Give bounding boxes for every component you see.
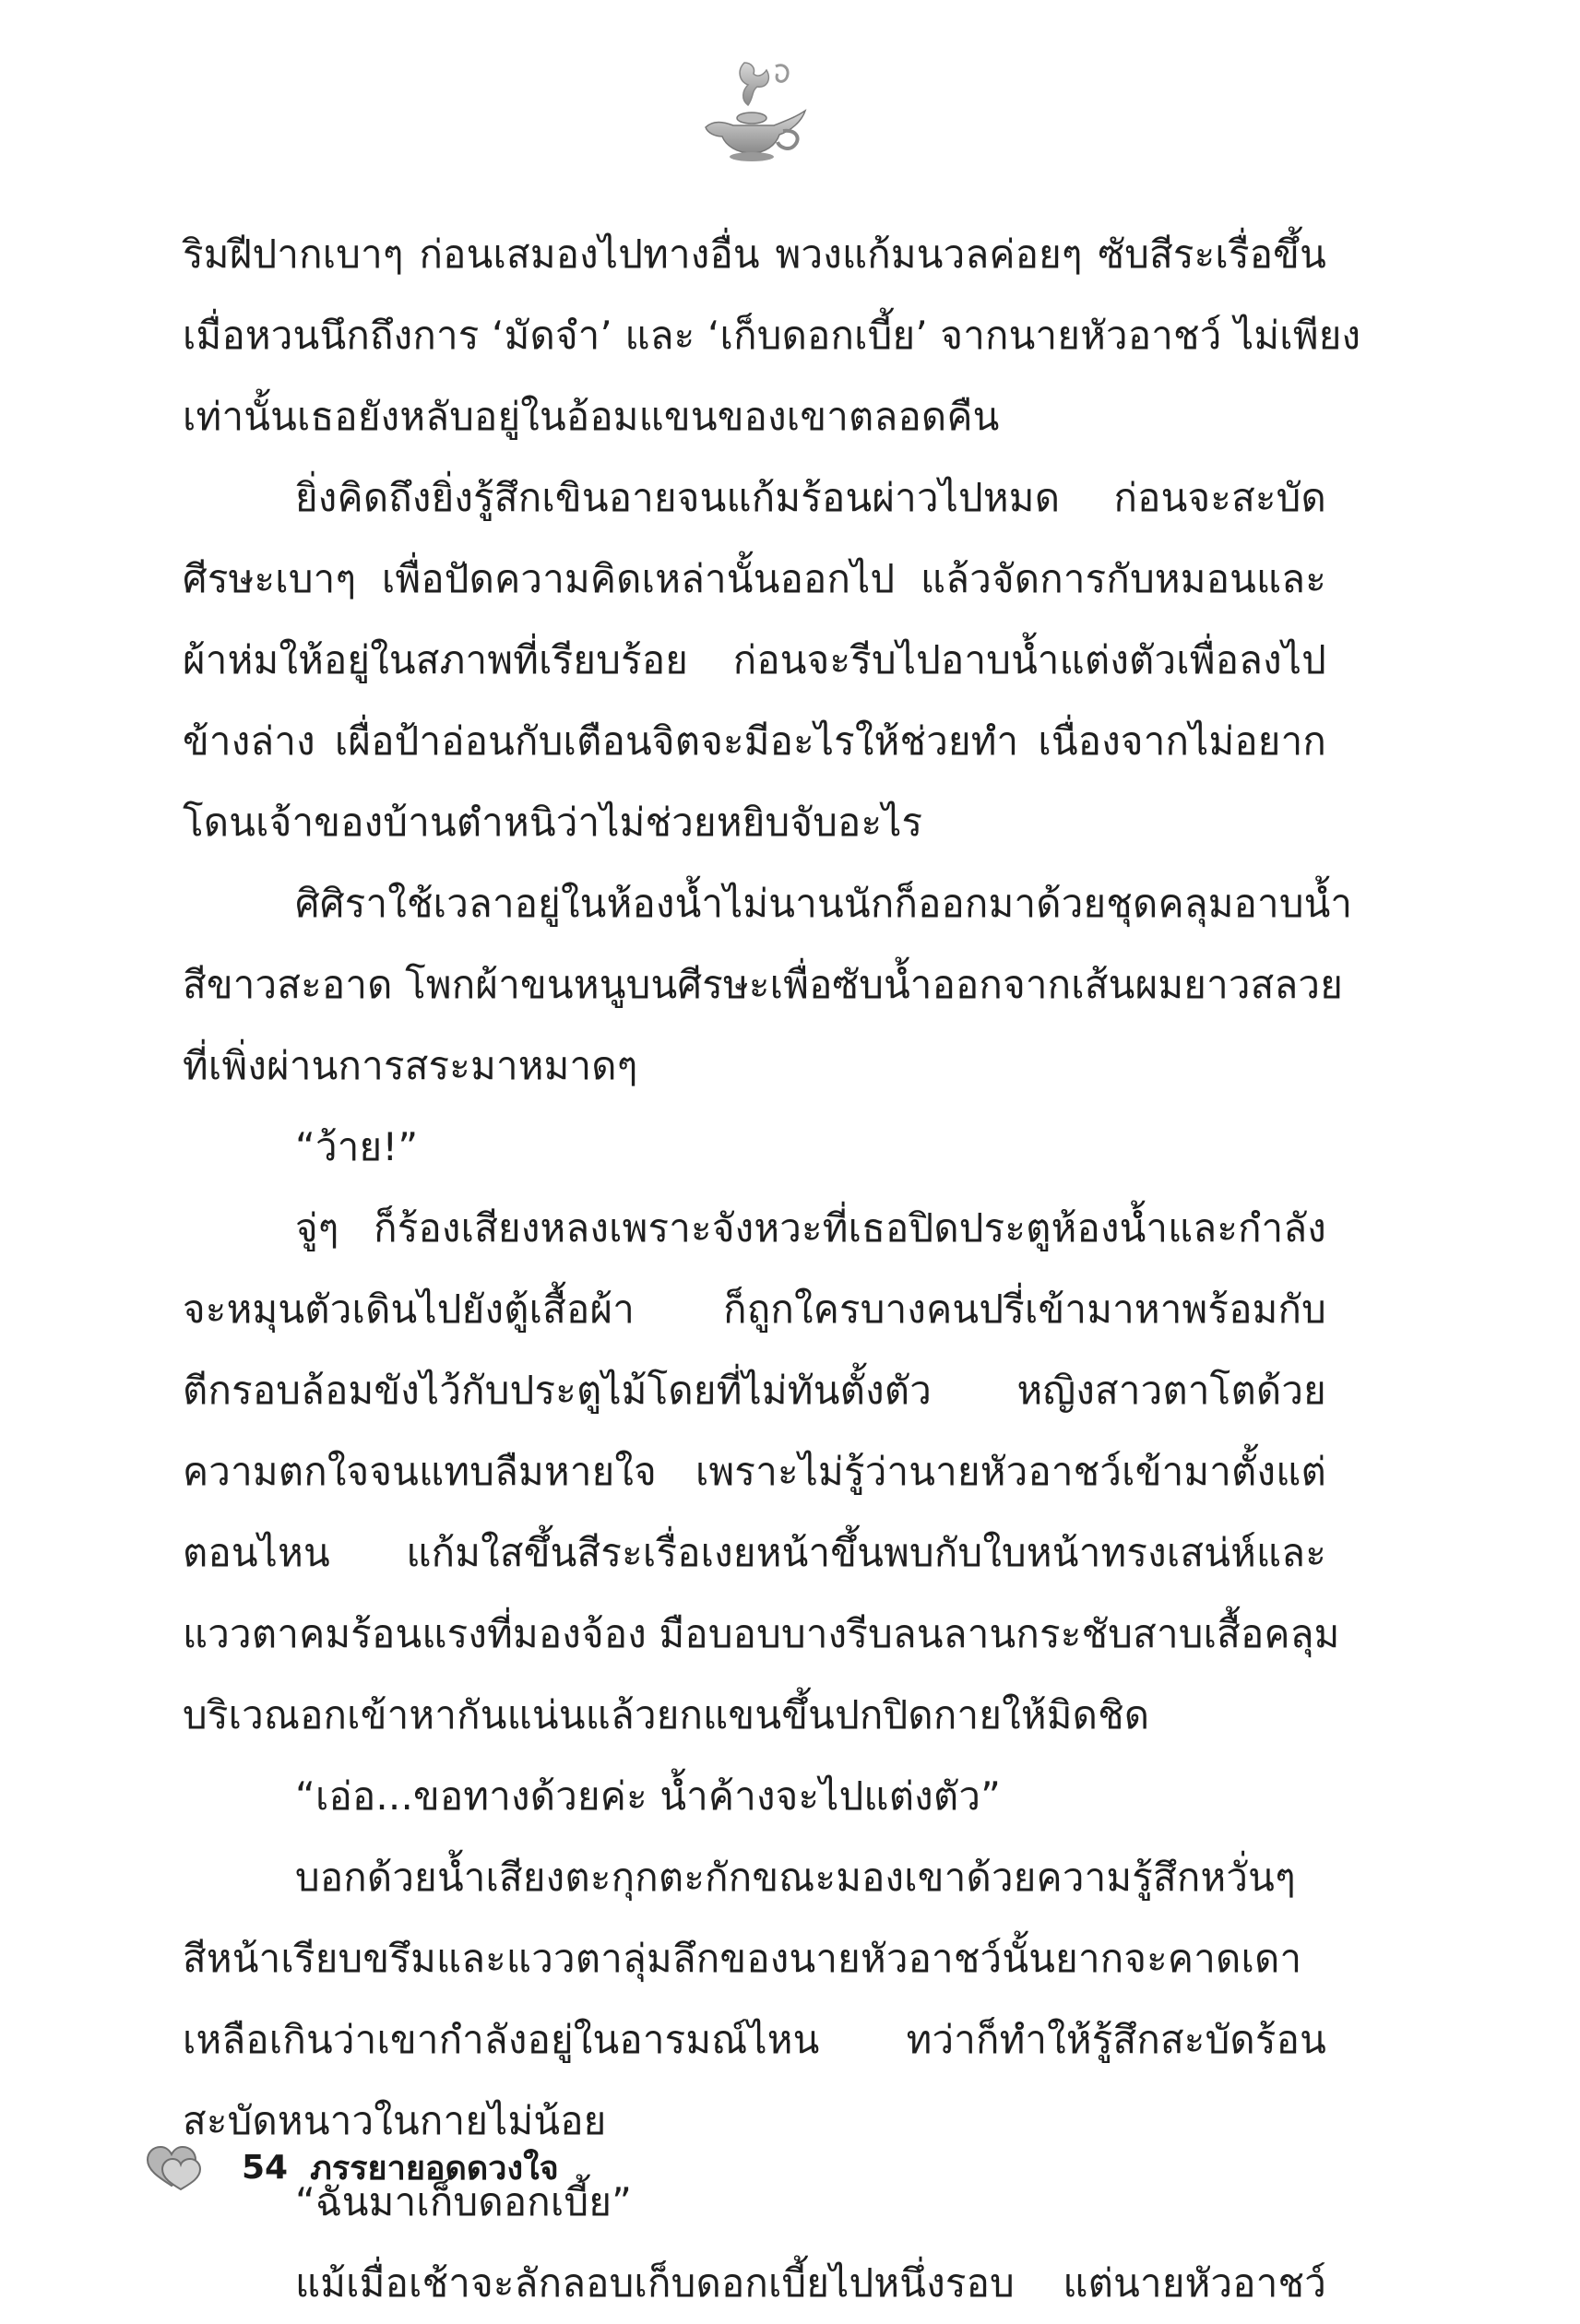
- text-line: ความตกใจจนแทบลืมหายใจ เพราะไม่รู้ว่านายหัวอาชว์เข้ามาตั้งแต่: [183, 1449, 1326, 1494]
- text-line: บริเวณอกเข้าหากันแน่นแล้วยกแขนขึ้นปกปิดกายให้มิดชิด: [183, 1692, 1150, 1737]
- text-line: เหลือเกินว่าเขากำลังอยู่ในอารมณ์ไหน ทว่าก็ทำให้รู้สึกสะบัดร้อน: [183, 2017, 1326, 2062]
- text-line: แม้เมื่อเช้าจะลักลอบเก็บดอกเบี้ยไปหนึ่งรอบ แต่นายหัวอาชว์: [295, 2260, 1326, 2306]
- text-line: สีหน้าเรียบขรึมและแววตาลุ่มลึกของนายหัวอาชว์นั้นยากจะคาดเดา: [183, 1936, 1302, 1981]
- text-line: จู่ๆ ก็ร้องเสียงหลงเพราะจังหวะที่เธอปิดประตูห้องน้ำและกำลัง: [295, 1205, 1326, 1251]
- text-line: ตีกรอบล้อมขังไว้กับประตูไม้โดยที่ไม่ทันตั้งตัว หญิงสาวตาโตด้วย: [183, 1368, 1326, 1413]
- text-line: จะหมุนตัวเดินไปยังตู้เสื้อผ้า ก็ถูกใครบางคนปรี่เข้ามาหาพร้อมกับ: [183, 1286, 1326, 1332]
- text-line: โดนเจ้าของบ้านตำหนิว่าไม่ช่วยหยิบจับอะไร: [183, 800, 923, 845]
- page-number: 54: [242, 2148, 289, 2187]
- text-line: ศิศิราใช้เวลาอยู่ในห้องน้ำไม่นานนักก็ออกมาด้วยชุดคลุมอาบน้ำ: [295, 881, 1353, 926]
- text-line: ที่เพิ่งผ่านการสระมาหมาดๆ: [183, 1043, 638, 1088]
- text-line: ศีรษะเบาๆ เพื่อปัดความคิดเหล่านั้นออกไป แล้วจัดการกับหมอนและ: [183, 556, 1326, 601]
- text-line: บอกด้วยน้ำเสียงตะกุกตะกักขณะมองเขาด้วยความรู้สึกหวั่นๆ: [295, 1855, 1296, 1900]
- text-line: ตอนไหน แก้มใสขึ้นสีระเรื่อเงยหน้าขึ้นพบกับใบหน้าทรงเสน่ห์และ: [183, 1530, 1326, 1575]
- text-line: เท่านั้นเธอยังหลับอยู่ในอ้อมแขนของเขาตลอดคืน: [183, 394, 1000, 439]
- text-line: ผ้าห่มให้อยู่ในสภาพที่เรียบร้อย ก่อนจะรีบไปอาบน้ำแต่งตัวเพื่อลงไป: [183, 637, 1326, 682]
- text-line: สะบัดหนาวในกายไม่น้อย: [183, 2098, 607, 2143]
- text-line: ข้างล่าง เผื่อป้าอ่อนกับเตือนจิตจะมีอะไรให้ช่วยทำ เนื่องจากไม่อยาก: [183, 718, 1326, 764]
- hearts-icon: [144, 2143, 203, 2191]
- body-text: [183, 214, 1361, 2324]
- text-line: “เอ่อ...ขอทางด้วยค่ะ น้ำค้างจะไปแต่งตัว”: [295, 1773, 1002, 1819]
- text-line: ยิ่งคิดถึงยิ่งรู้สึกเขินอายจนแก้มร้อนผ่าวไปหมด ก่อนจะสะบัด: [295, 475, 1326, 520]
- text-line: แววตาคมร้อนแรงที่มองจ้อง มือบอบบางรีบลนลานกระชับสาบเสื้อคลุม: [183, 1611, 1340, 1656]
- text-line: เมื่อหวนนึกถึงการ ‘มัดจำ’ และ ‘เก็บดอกเบี้ย’ จากนายหัวอาชว์ ไม่เพียง: [183, 313, 1361, 358]
- page-footer: [144, 2138, 559, 2197]
- text-line: สีขาวสะอาด โพกผ้าขนหนูบนศีรษะเพื่อซับน้ำออกจากเส้นผมยาวสลวย: [183, 962, 1344, 1007]
- text-line: ริมฝีปากเบาๆ ก่อนเสมองไปทางอื่น พวงแก้มนวลค่อยๆ ซับสีระเรื่อขึ้น: [183, 231, 1326, 277]
- book-title: ภรรยายอดดวงใจ: [310, 2149, 559, 2188]
- genie-lamp-icon: [687, 53, 816, 164]
- text-line: “ฉันมาเก็บดอกเบี้ย”: [295, 2179, 633, 2224]
- text-line: “ว้าย!”: [295, 1124, 419, 1169]
